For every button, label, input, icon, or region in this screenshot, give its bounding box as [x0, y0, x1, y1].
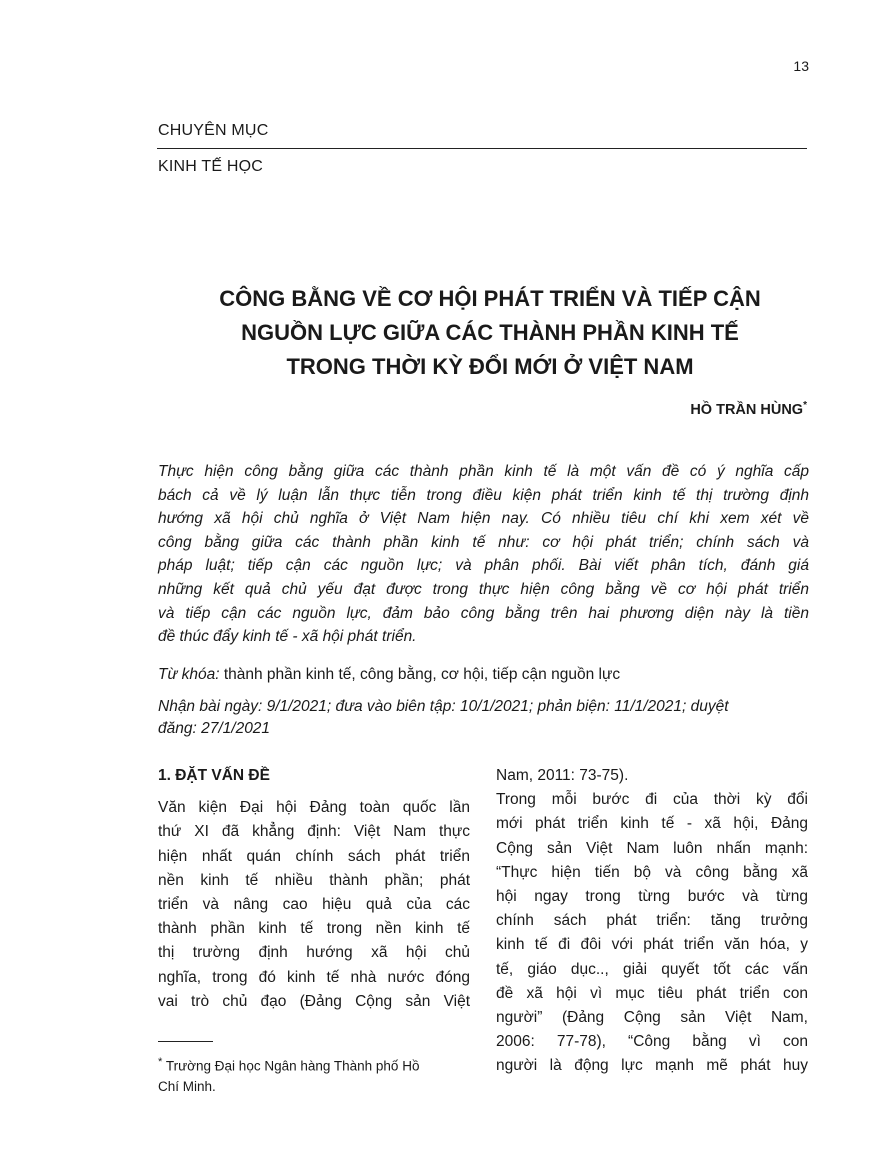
received-line: Nhận bài ngày: 9/1/2021; đưa vào biên tập: 10/1/2021; phản biện: 11/1/2021; duyệt [158, 698, 729, 715]
section-category: CHUYÊN MỤC [158, 122, 269, 139]
body-line: đề xã hội vì mục tiêu phát triển con [496, 984, 808, 1002]
title-line: TRONG THỜI KỲ ĐỔI MỚI Ở VIỆT NAM [286, 354, 694, 379]
author [690, 400, 807, 418]
body-line: thứ XI đã khẳng định: Việt Nam thực [158, 823, 470, 841]
author-footnote-mark: * [803, 400, 807, 411]
footnote-mark: * [158, 1056, 163, 1068]
title-line: NGUỒN LỰC GIỮA CÁC THÀNH PHẦN KINH TẾ [241, 320, 739, 345]
body-line: Văn kiện Đại hội Đảng toàn quốc lần [158, 799, 470, 817]
abstract-line: Thực hiện công bằng giữa các thành phần kinh tế là một vấn đề có ý nghĩa cấp [158, 463, 809, 480]
body-line: nền kinh tế nhiều thành phần; phát [158, 871, 470, 889]
body-line: Nam, 2011: 73-75). [496, 767, 629, 784]
keywords [158, 666, 809, 684]
body-line: thị trường định hướng xã hội chủ [158, 944, 470, 962]
abstract-line: công bằng giữa các thành phần kinh tế như: cơ hội phát triển; chính sách và [158, 533, 809, 551]
body-line: tế, giáo dục.., giải quyết tốt các vấn [496, 960, 808, 978]
footnote-line [158, 1052, 470, 1077]
body-line: vai trò chủ đạo (Đảng Cộng sản Việt [158, 992, 470, 1010]
body-line: thành phần kinh tế trong nền kinh tế [158, 920, 470, 938]
abstract-line: những kết quả chủ yếu đạt được trong thực hiện công bằng về cơ hội phát triển [158, 580, 809, 598]
article-title [110, 282, 870, 384]
footnote-text: Trường Đại học Ngân hàng Thành phố Hồ [165, 1058, 420, 1074]
footnote [158, 1052, 470, 1097]
body-line: hiện nhất quán chính sách phát triển [158, 847, 470, 865]
keywords-label: Từ khóa: [158, 666, 220, 683]
body-line: triển và nâng cao hiệu quả của các [158, 895, 470, 913]
title-line: CÔNG BẰNG VỀ CƠ HỘI PHÁT TRIỂN VÀ TIẾP CẬN [219, 286, 761, 311]
right-column [496, 764, 808, 1078]
body-line: Trong mỗi bước đi của thời kỳ đổi [496, 791, 808, 809]
body-line: hội ngay trong từng bước và từng [496, 887, 808, 905]
header-rule [157, 148, 807, 149]
section-heading: 1. ĐẶT VẤN ĐỀ [158, 767, 270, 784]
section-subject: KINH TẾ HỌC [158, 158, 264, 175]
body-line: 2006: 77-78), “Công bằng vì con [496, 1033, 808, 1051]
footnote-rule [158, 1041, 213, 1042]
abstract-line: hướng xã hội chủ nghĩa ở Việt Nam hiện nay. Có nhiều tiêu chí khi xem xét về [158, 510, 809, 528]
footnote-line: Chí Minh. [158, 1078, 216, 1094]
received-dates [158, 696, 809, 740]
abstract-line: pháp luật; tiếp cận các nguồn lực; và phân phối. Bài viết phân tích, đánh giá [158, 557, 809, 575]
abstract [158, 460, 809, 649]
page-number: 13 [793, 58, 809, 74]
body-line: Cộng sản Việt Nam luôn nhấn mạnh: [496, 839, 808, 857]
body-line: người” (Đảng Cộng sản Việt Nam, [496, 1008, 808, 1026]
body-line: chính sách phát triển: tăng trưởng [496, 912, 808, 930]
body-line: kinh tế đi đôi với phát triển văn hóa, y [496, 936, 808, 954]
keywords-text: thành phần kinh tế, công bằng, cơ hội, tiếp cận nguồn lực [219, 666, 621, 683]
left-column [158, 764, 470, 1014]
body-line: nghĩa, trong đó kinh tế nhà nước đóng [158, 968, 470, 986]
body-line: mới phát triển kinh tế - xã hội, Đảng [496, 815, 808, 833]
received-line: đăng: 27/1/2021 [158, 720, 271, 737]
abstract-line: và tiếp cận các nguồn lực, đảm bảo công bằng trên hai phương diện này là tiền [158, 604, 809, 622]
body-line: “Thực hiện tiến bộ và công bằng xã [496, 863, 808, 881]
author-name: HỒ TRẦN HÙNG [690, 401, 804, 418]
body-line: người là động lực mạnh mẽ phát huy [496, 1057, 808, 1075]
abstract-line: bách cả về lý luận lẫn thực tiễn trong điều kiện phát triển kinh tế thị trường định [158, 486, 809, 504]
abstract-line: đề thúc đẩy kinh tế - xã hội phát triển. [158, 628, 417, 646]
